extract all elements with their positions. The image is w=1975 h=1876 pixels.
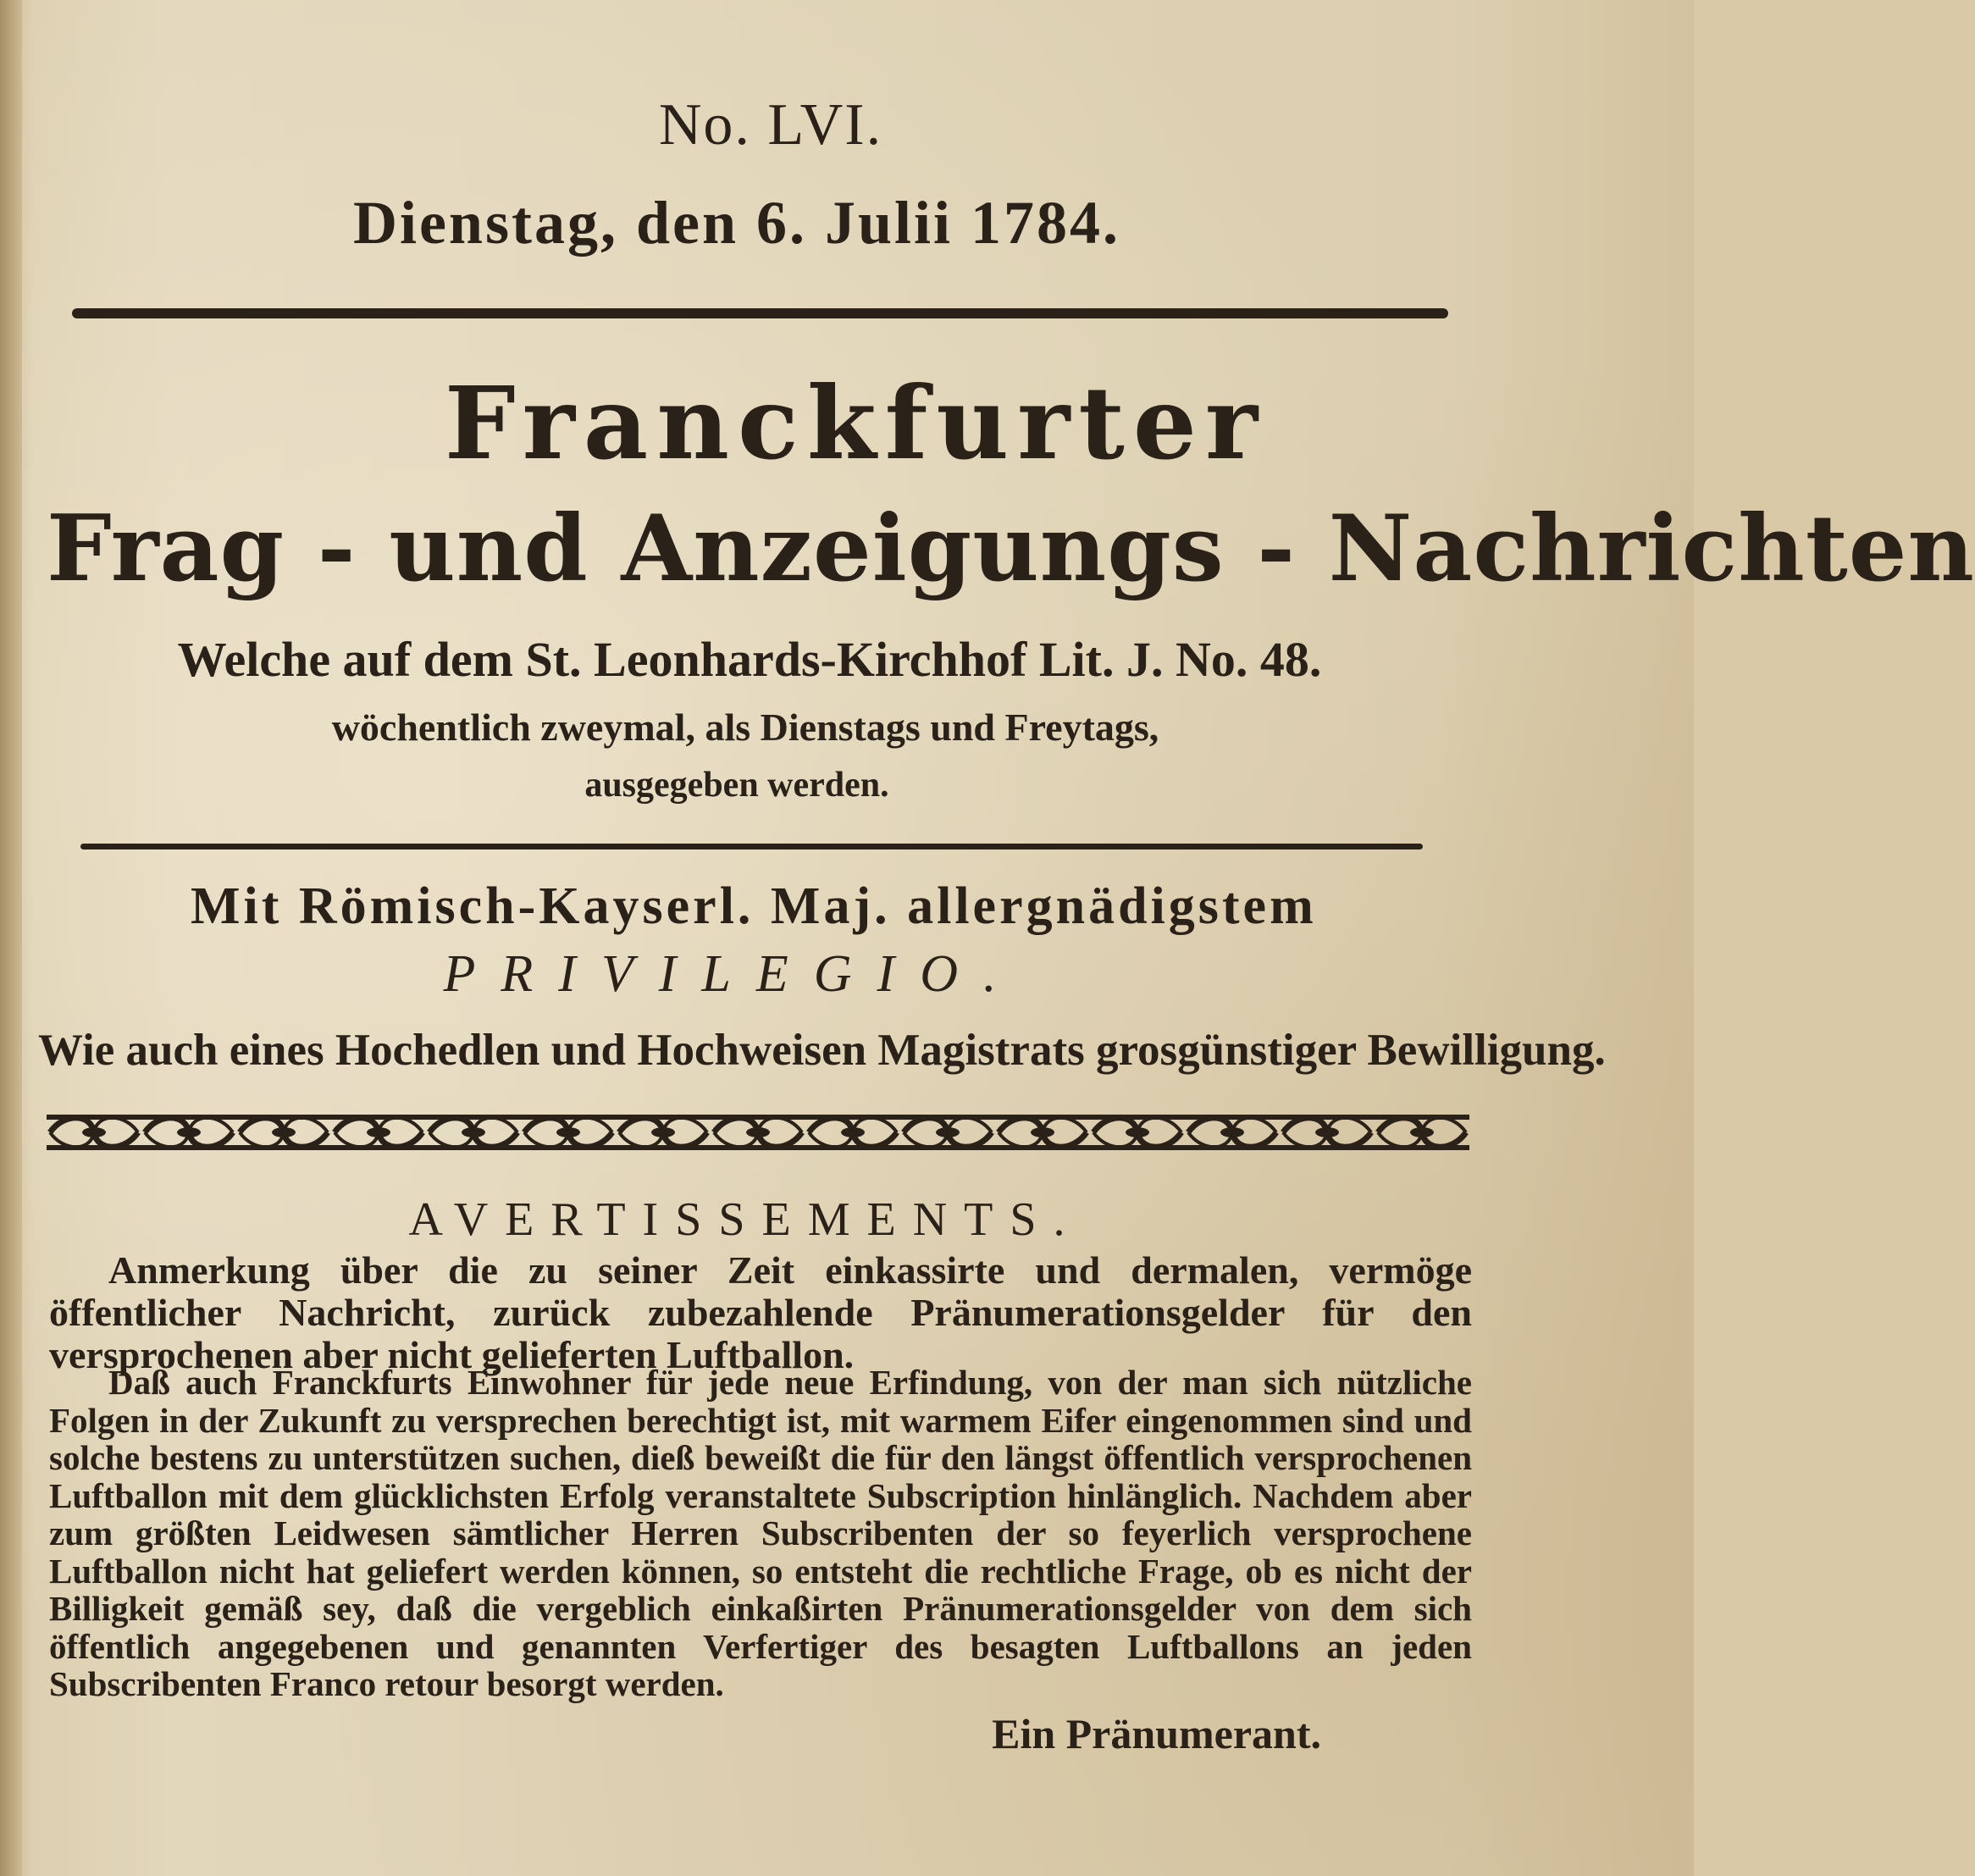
top-rule-divider — [72, 308, 1448, 318]
issue-number: No. LVI. — [658, 92, 883, 158]
issue-date: Dienstag, den 6. Julii 1784. — [352, 189, 1121, 257]
newspaper-title: Franckfurter — [444, 364, 1267, 482]
magistrate-approval: Wie auch eines Hochedlen und Hochweisen Magistrats grosgünstiger Bewilligung. — [38, 1026, 1606, 1075]
article-signature: Ein Pränumerant. — [992, 1710, 1321, 1757]
middle-rule-divider — [80, 844, 1423, 849]
article-title: Anmerkung über die zu seiner Zeit einkassirte und dermalen, vermöge öffentlicher Nachricht, zurück zubezahlende Pränumerationsgelder für den versprochenen aber nicht gelieferten Luftballon. — [49, 1248, 1472, 1376]
article-body: Daß auch Franckfurts Einwohner für jede neue Erfindung, von der man sich nützliche Folgen in der Zukunft zu versprechen berechtigt ist, mit warmem Eifer eingenommen sind und solche bestens zu unterstützen suchen, dieß beweißt die für den längst öffentlich versprochenen Luftballon mit dem glücklichsten Erfolg veranstaltete Subscription hinlänglich. Nachdem aber zum größten Leidwesen sämtlicher Herren Subscribenten der so feyerlich versprochene Luftballon nicht hat geliefert werden können, so entsteht die rechtliche Frage, ob es nicht der Billigkeit gemäß sey, daß die vergeblich einkaßirten Pränumerationsgelder von dem sich öffentlich angegebenen und genannten Verfertiger des besagten Luftballons an jeden Subscribenten Franco retour besorgt werden. — [49, 1363, 1472, 1703]
privilege-line: Mit Römisch-Kayserl. Maj. allergnädigstem — [191, 877, 1317, 935]
publication-issued: ausgegeben werden. — [584, 766, 889, 805]
newspaper-subtitle: Frag - und Anzeigungs - Nachrichten — [47, 495, 1975, 602]
publication-frequency: wöchentlich zweymal, als Dienstags und Freytags, — [331, 706, 1159, 749]
page-spine-shadow — [0, 0, 22, 1876]
privilege-title: PRIVILEGIO. — [443, 945, 1022, 1003]
section-heading: AVERTISSEMENTS. — [408, 1193, 1082, 1246]
ornamental-chain-divider — [47, 1108, 1469, 1157]
publication-address: Welche auf dem St. Leonhards-Kirchhof Lit. J. No. 48. — [177, 632, 1322, 687]
